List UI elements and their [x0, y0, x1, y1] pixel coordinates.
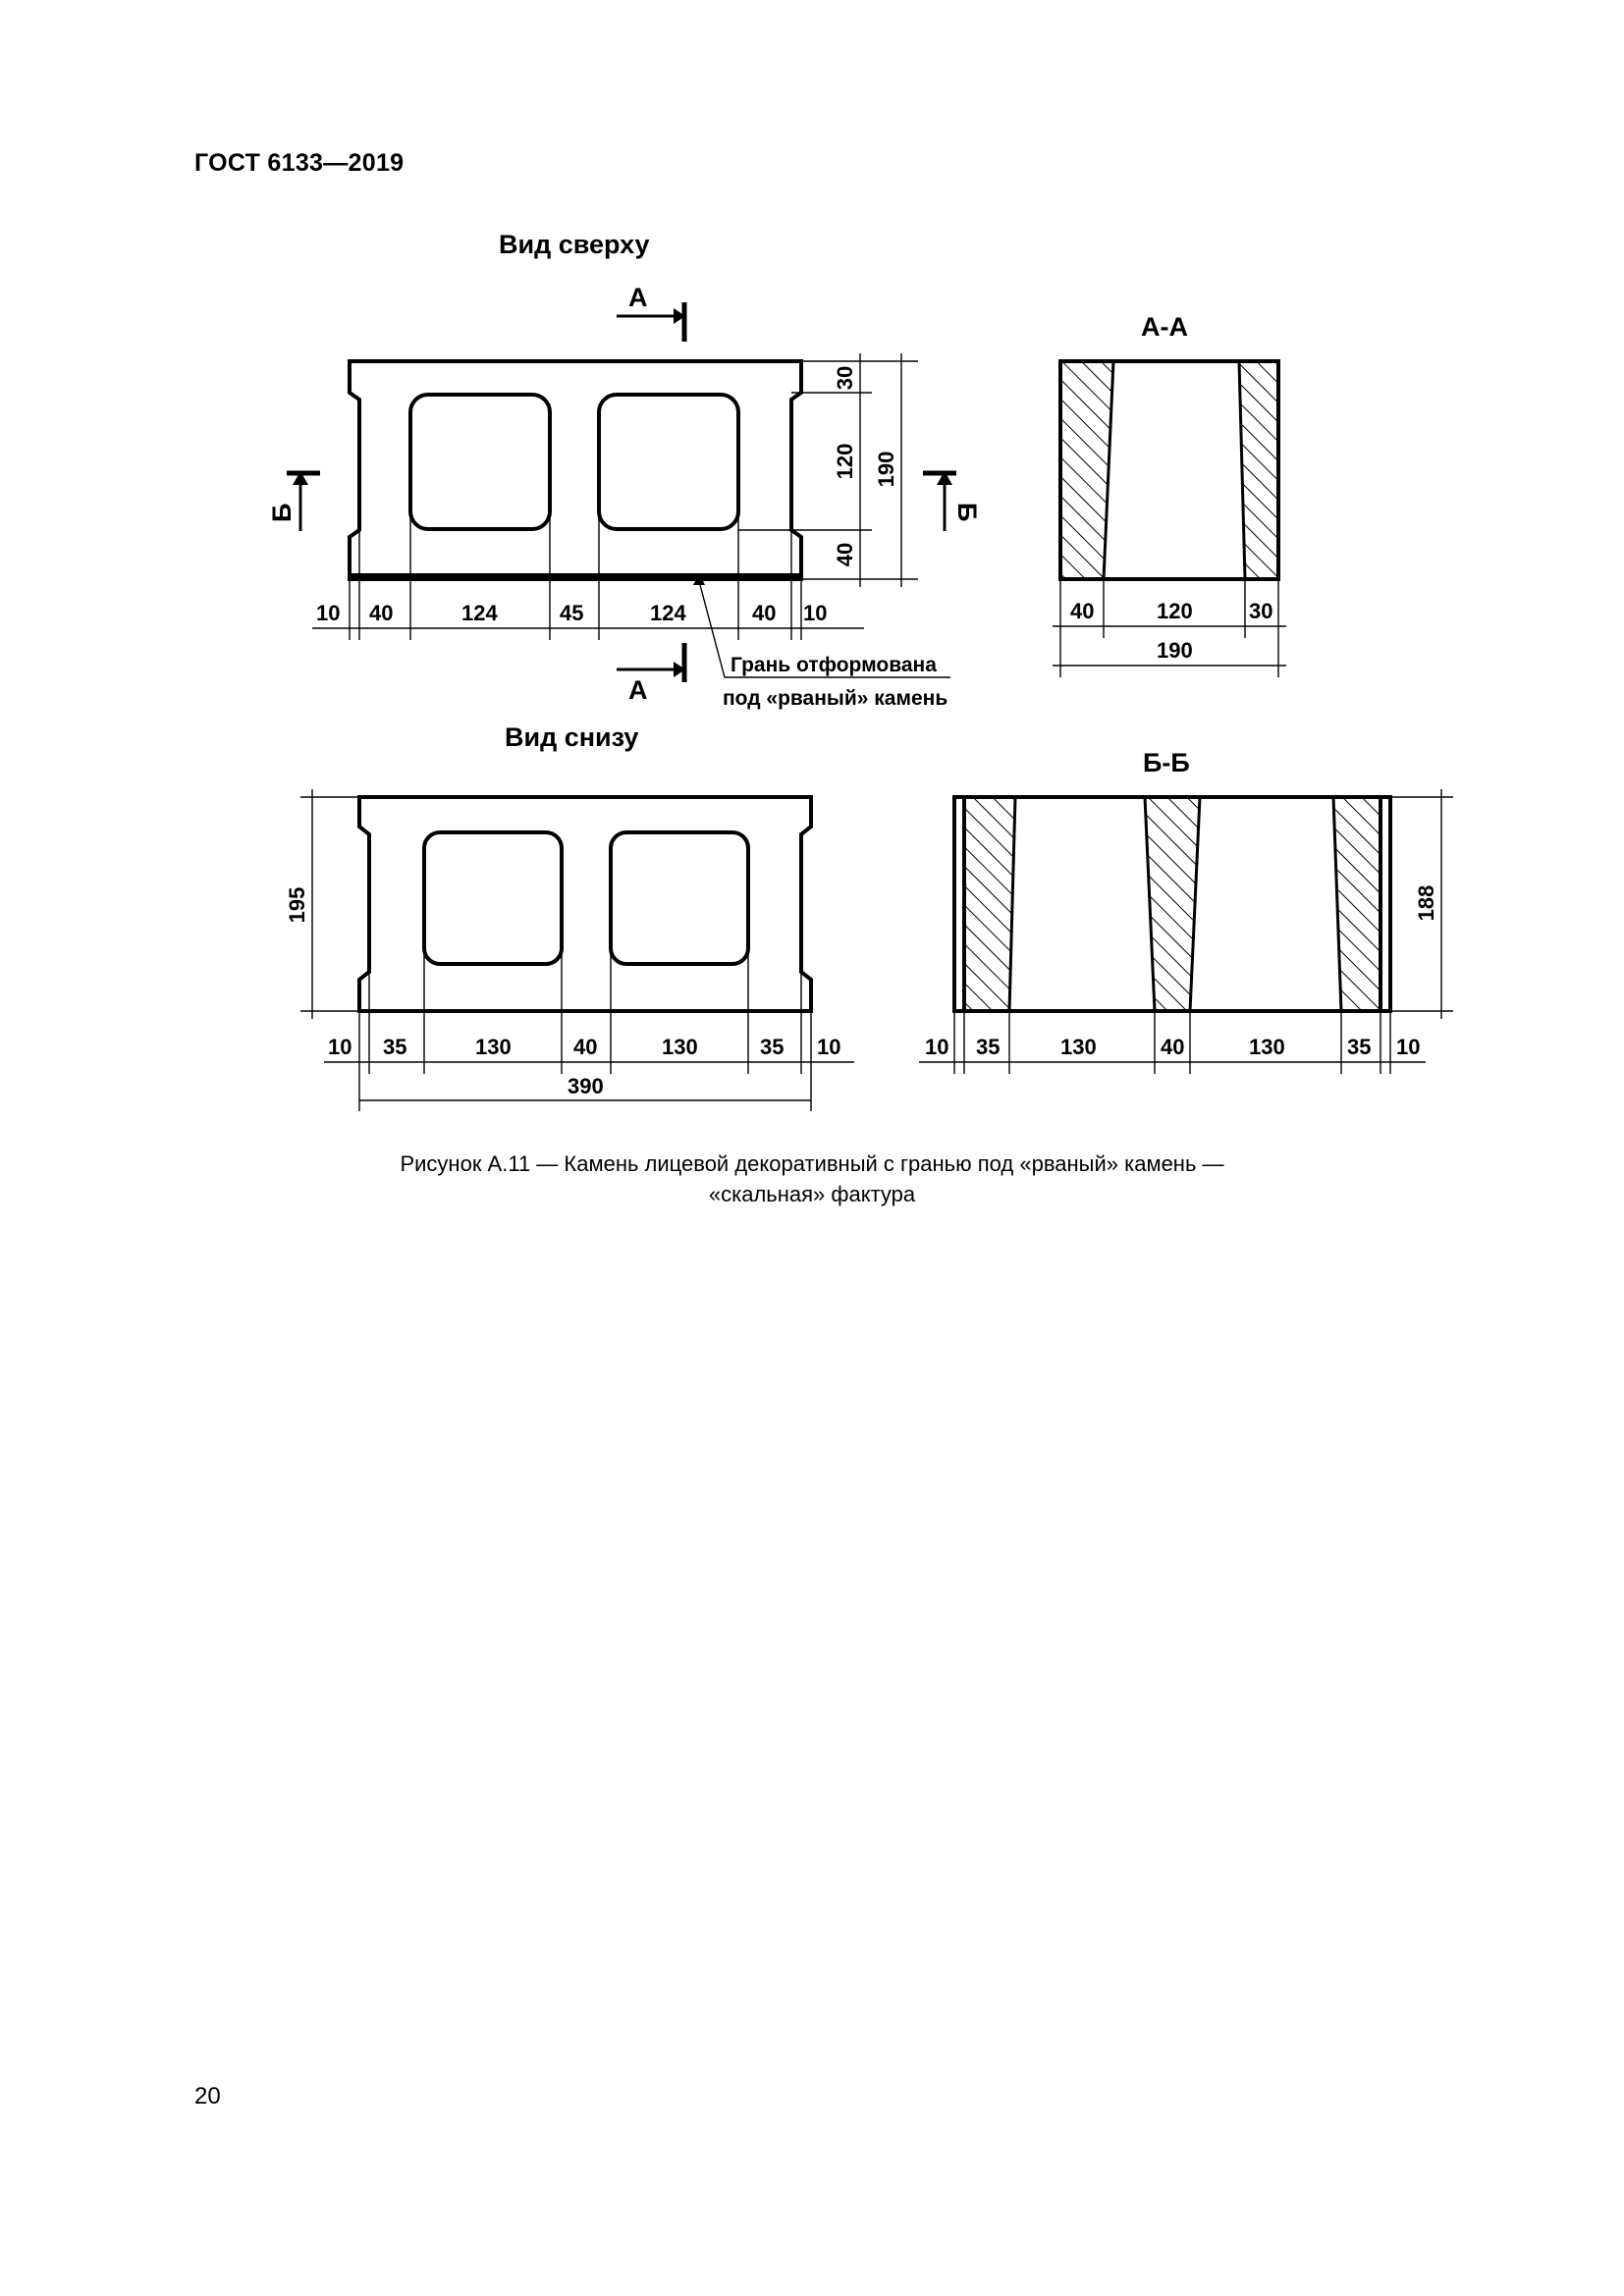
view-top-cavity-left: [410, 395, 550, 529]
view-top: [267, 230, 982, 710]
view-bottom-dim-195: 195: [285, 886, 309, 924]
view-top-outline: [350, 361, 801, 579]
dim-top-190: 190: [874, 451, 898, 488]
dim-top-h-45: 45: [560, 601, 584, 625]
view-bottom-cavity-right: [611, 832, 748, 964]
view-bottom-dim-35-right: 35: [760, 1035, 785, 1059]
section-aa-dim-120: 120: [1157, 599, 1193, 623]
view-top-title: Вид сверху: [499, 230, 650, 259]
section-bb-wall-middle: [1145, 797, 1200, 1011]
view-bottom: [285, 722, 854, 1111]
section-bb-title: Б-Б: [1143, 748, 1190, 777]
view-top-cavity-right: [599, 395, 738, 529]
section-a-label-bottom: А: [628, 675, 648, 705]
section-bb-dim-35-left: 35: [976, 1035, 1001, 1059]
section-aa-wall-left: [1060, 361, 1113, 579]
section-aa-title: А-А: [1141, 312, 1188, 342]
section-bb: [919, 748, 1453, 1074]
section-bb-dim-10-left: 10: [925, 1035, 949, 1059]
section-b-marker-left: [267, 471, 320, 531]
caption-line-1: Рисунок А.11 — Камень лицевой декоративный с гранью под «рваный» камень —: [400, 1151, 1224, 1176]
dim-top-120: 120: [833, 443, 857, 480]
section-bb-dim-40: 40: [1161, 1035, 1185, 1059]
view-bottom-dim-130-right: 130: [662, 1035, 698, 1059]
section-bb-dim-130-right: 130: [1249, 1035, 1285, 1059]
section-aa-dim-30: 30: [1249, 599, 1273, 623]
section-aa-dim-40: 40: [1070, 599, 1095, 623]
section-a-marker-bottom: [617, 643, 685, 705]
page-number: 20: [194, 2083, 221, 2109]
view-top-vertical-dims: [738, 353, 918, 587]
rough-face-note: [693, 573, 950, 710]
dim-top-h-124-left: 124: [461, 601, 498, 625]
view-bottom-dim-10-right: 10: [817, 1035, 841, 1059]
view-bottom-dim-10-left: 10: [328, 1035, 352, 1059]
dim-top-h-124-right: 124: [650, 601, 686, 625]
view-bottom-cavity-left: [424, 832, 562, 964]
section-a-label-top: А: [628, 283, 648, 312]
dim-top-30: 30: [833, 365, 857, 391]
view-bottom-outline: [359, 797, 811, 1011]
figure-caption: [295, 1148, 1329, 1209]
section-b-marker-right: [923, 471, 982, 531]
dim-top-h-40-right: 40: [752, 601, 777, 625]
section-bb-wall-left: [964, 797, 1015, 1011]
caption-line-2: «скальная» фактура: [708, 1182, 916, 1206]
dim-top-40: 40: [833, 542, 857, 567]
section-b-label-right: Б: [952, 503, 982, 522]
document-header: ГОСТ 6133—2019: [194, 149, 405, 177]
section-bb-dim-10-right: 10: [1396, 1035, 1421, 1059]
section-aa: [1053, 312, 1286, 677]
section-bb-dim-188: 188: [1414, 884, 1438, 922]
dim-top-h-40-left: 40: [369, 601, 394, 625]
section-bb-dim-35-right: 35: [1347, 1035, 1372, 1059]
note-line-1: Грань отформована: [731, 654, 937, 676]
section-b-label-left: Б: [267, 503, 297, 522]
section-bb-dim-130-left: 130: [1060, 1035, 1097, 1059]
view-bottom-dim-35-left: 35: [383, 1035, 407, 1059]
view-bottom-dim-40: 40: [573, 1035, 598, 1059]
section-bb-wall-right: [1333, 797, 1380, 1011]
note-line-2: под «рваный» камень: [723, 687, 948, 710]
dim-top-h-10-left: 10: [316, 601, 341, 625]
section-aa-dim-190: 190: [1157, 638, 1193, 663]
view-bottom-dim-130-left: 130: [475, 1035, 512, 1059]
section-a-marker-top: [617, 283, 685, 342]
section-aa-wall-right: [1239, 361, 1278, 579]
view-bottom-dim-390: 390: [568, 1074, 604, 1098]
dim-top-h-10-right: 10: [803, 601, 828, 625]
view-bottom-title: Вид снизу: [505, 722, 639, 752]
